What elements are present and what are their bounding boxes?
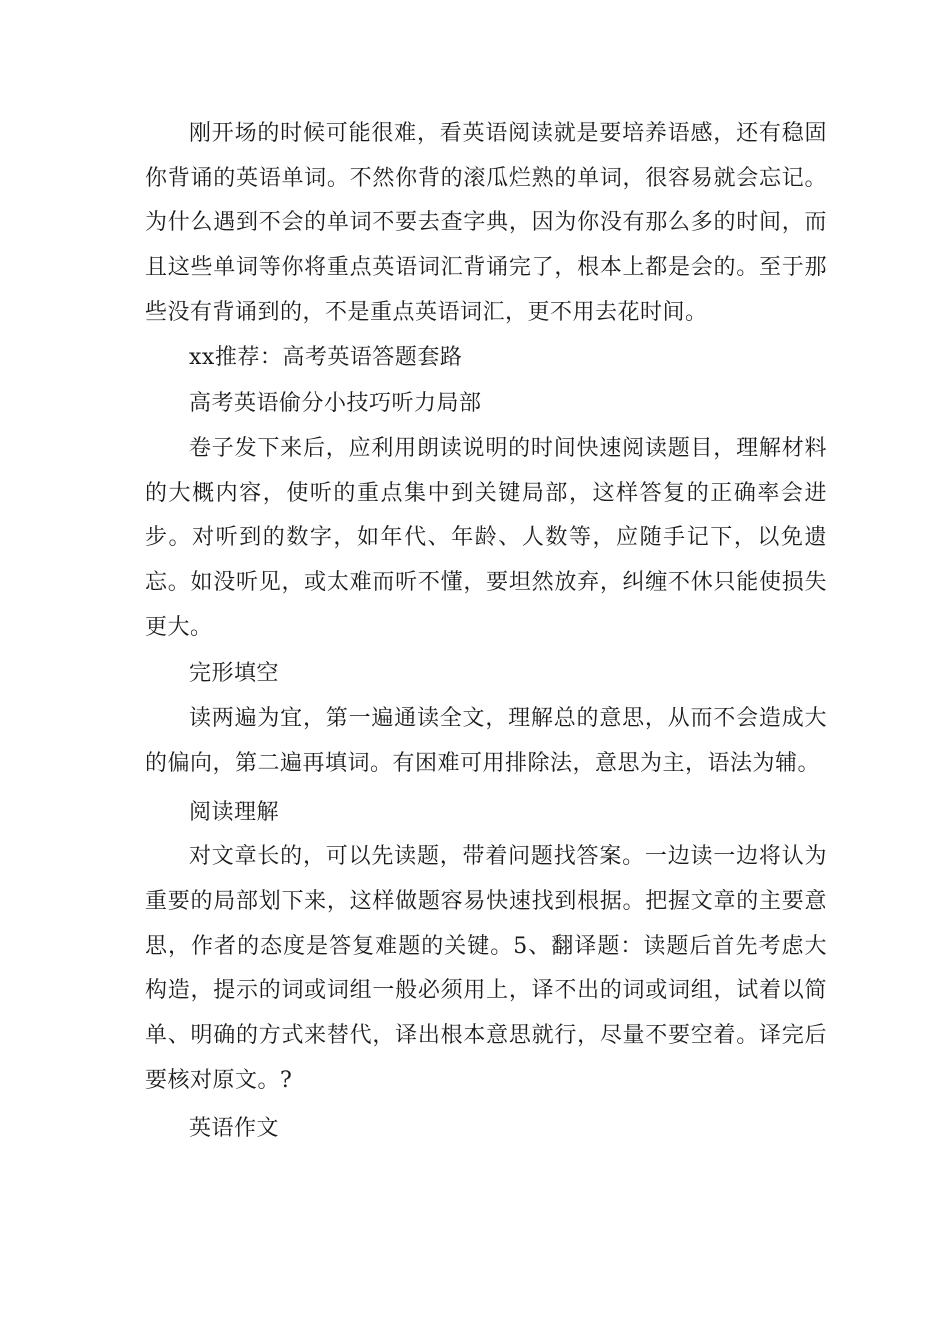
heading-english-writing: 英语作文	[189, 1116, 280, 1142]
paragraph-recommendation: xx推荐：高考英语答题套路	[189, 344, 463, 370]
paragraph-listening: 卷子发下来后，应利用朗读说明的时间快速阅读题目，理解材料的大概内容，使听的重点集中到关键局部，这样答复的正确率会进步。对听到的数字，如年代、年龄、人数等，应随手记下，以免遗忘。如没听见，或太难而听不懂，要坦然放弃，纠缠不休只能使损失更大。	[145, 435, 827, 640]
heading-reading-comprehension: 阅读理解	[189, 799, 280, 825]
heading-listening: 高考英语偷分小技巧听力局部	[189, 391, 482, 417]
document-page	[145, 112, 827, 1152]
paragraph-reading-intro: 刚开场的时候可能很难，看英语阅读就是要培养语感，还有稳固你背诵的英语单词。不然你背的滚瓜烂熟的单词，很容易就会忘记。为什么遇到不会的单词不要去查字典，因为你没有那么多的时间，而且这些单词等你将重点英语词汇背诵完了，根本上都是会的。至于那些没有背诵到的，不是重点英语词汇，更不用去花时间。	[145, 121, 827, 325]
paragraph-reading-comprehension: 对文章长的，可以先读题，带着问题找答案。一边读一边将认为重要的局部划下来，这样做题容易快速找到根据。把握文章的主要意思，作者的态度是答复难题的关键。5、翻译题：读题后首先考虑大构造，提示的词或词组一般必须用上，译不出的词或词组，试着以简单、明确的方式来替代，译出根本意思就行，尽量不要空着。译完后要核对原文。?	[145, 844, 827, 1093]
heading-cloze: 完形填空	[189, 661, 280, 687]
paragraph-cloze: 读两遍为宜，第一遍通读全文，理解总的意思，从而不会造成大的偏向，第二遍再填词。有困难可用排除法，意思为主，语法为辅。	[145, 706, 827, 776]
